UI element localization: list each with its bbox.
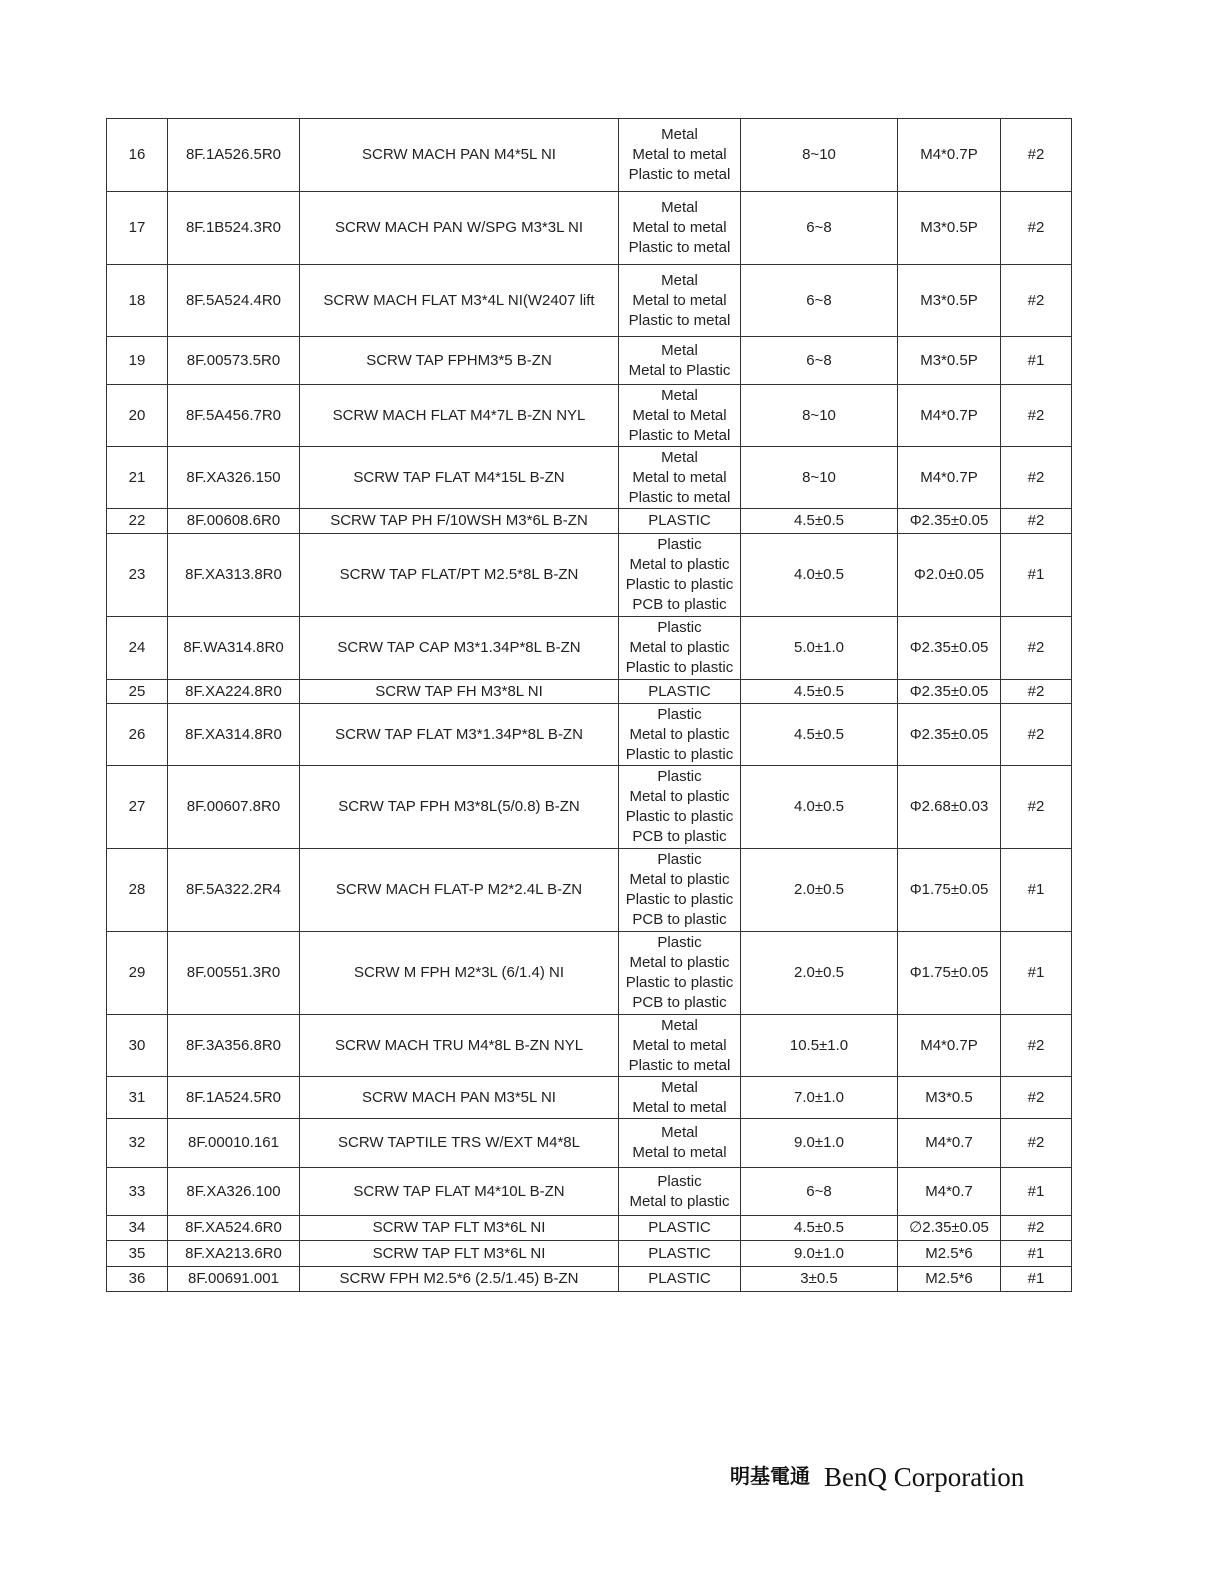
part-number-cell: 8F.00573.5R0 [168,337,300,385]
table-row [107,849,1072,932]
thread-spec-cell: Φ2.35±0.05 [898,680,1001,704]
driver-bit-cell: #2 [1001,617,1072,680]
material-line: Metal [661,1016,698,1034]
driver-bit-cell: #2 [1001,1119,1072,1168]
item-number-cell: 26 [107,704,168,766]
table-row [107,337,1072,385]
material-line: Metal to metal [632,219,727,236]
material-line: Plastic to metal [628,239,731,256]
material-cell [619,1077,741,1119]
thread-spec-cell: M2.5*6 [898,1241,1001,1267]
thread-spec-cell: ∅2.35±0.05 [898,1216,1001,1241]
item-number-cell: 17 [107,192,168,265]
material-line: PCB to plastic [632,911,727,928]
torque-cell: 3±0.5 [741,1267,898,1292]
thread-spec-cell: M4*0.7P [898,1015,1001,1077]
company-name: BenQ Corporation [824,1462,1025,1492]
material-cell [619,680,741,704]
driver-bit-cell: #2 [1001,704,1072,766]
description-cell: SCRW MACH FLAT-P M2*2.4L B-ZN [300,849,619,932]
table-row [107,385,1072,447]
table-row [107,447,1072,509]
driver-bit-cell: #1 [1001,1267,1072,1292]
material-cell [619,337,741,385]
description-cell: SCRW TAP CAP M3*1.34P*8L B-ZN [300,617,619,680]
table-row [107,932,1072,1015]
thread-spec-cell: M4*0.7P [898,447,1001,509]
torque-cell: 8~10 [741,447,898,509]
part-number-cell: 8F.1B524.3R0 [168,192,300,265]
material-line: Plastic [657,1172,702,1190]
description-cell: SCRW TAP FLT M3*6L NI [300,1216,619,1241]
thread-spec-cell: M3*0.5P [898,192,1001,265]
material-line: Plastic [657,934,702,951]
torque-cell: 4.0±0.5 [741,766,898,849]
material-line: Plastic [657,705,702,723]
item-number-cell: 30 [107,1015,168,1077]
material-line: Metal [661,271,698,289]
item-number-cell: 34 [107,1216,168,1241]
description-cell: SCRW TAP FLAT/PT M2.5*8L B-ZN [300,534,619,617]
driver-bit-cell: #2 [1001,119,1072,192]
material-line: Metal [661,1078,698,1096]
material-line: PLASTIC [648,1244,711,1262]
material-line: Plastic to metal [628,1056,731,1074]
part-number-cell: 8F.XA326.150 [168,447,300,509]
driver-bit-cell: #2 [1001,1015,1072,1077]
torque-cell: 2.0±0.5 [741,849,898,932]
material-line: Metal to metal [632,291,727,309]
material-line: Metal to metal [632,1144,727,1161]
material-cell [619,1119,741,1168]
description-cell: SCRW TAP FPHM3*5 B-ZN [300,337,619,385]
item-number-cell: 28 [107,849,168,932]
item-number-cell: 22 [107,509,168,534]
material-line: PLASTIC [648,1270,711,1287]
thread-spec-cell: Φ2.68±0.03 [898,766,1001,849]
material-line: Plastic to metal [628,488,731,506]
thread-spec-cell: M4*0.7 [898,1168,1001,1216]
material-line: Metal to plastic [629,639,730,656]
item-number-cell: 18 [107,265,168,337]
screw-spec-table [106,118,1072,1292]
driver-bit-cell: #1 [1001,337,1072,385]
material-line: Plastic [657,536,702,553]
item-number-cell: 31 [107,1077,168,1119]
material-line: Metal to plastic [629,788,730,805]
table-row [107,680,1072,704]
torque-cell: 9.0±1.0 [741,1119,898,1168]
description-cell: SCRW MACH PAN W/SPG M3*3L NI [300,192,619,265]
part-number-cell: 8F.1A526.5R0 [168,119,300,192]
thread-spec-cell: Φ2.35±0.05 [898,509,1001,534]
driver-bit-cell: #1 [1001,534,1072,617]
thread-spec-cell: M3*0.5 [898,1077,1001,1119]
torque-cell: 4.5±0.5 [741,509,898,534]
driver-bit-cell: #2 [1001,385,1072,447]
description-cell: SCRW MACH TRU M4*8L B-ZN NYL [300,1015,619,1077]
material-line: Plastic to plastic [625,974,734,991]
material-line: Metal to Plastic [628,361,731,379]
description-cell: SCRW TAPTILE TRS W/EXT M4*8L [300,1119,619,1168]
material-cell [619,192,741,265]
material-line: Metal [661,448,698,466]
driver-bit-cell: #2 [1001,1077,1072,1119]
material-line: Metal [661,1124,698,1141]
material-line: Metal to metal [632,1036,727,1054]
torque-cell: 2.0±0.5 [741,932,898,1015]
thread-spec-cell: Φ2.35±0.05 [898,704,1001,766]
driver-bit-cell: #2 [1001,447,1072,509]
description-cell: SCRW FPH M2.5*6 (2.5/1.45) B-ZN [300,1267,619,1292]
description-cell: SCRW MACH PAN M4*5L NI [300,119,619,192]
material-line: Plastic to plastic [625,576,734,593]
table-row [107,265,1072,337]
part-number-cell: 8F.00691.001 [168,1267,300,1292]
torque-cell: 4.5±0.5 [741,680,898,704]
material-cell [619,1241,741,1267]
torque-cell: 4.5±0.5 [741,704,898,766]
thread-spec-cell: M3*0.5P [898,337,1001,385]
part-number-cell: 8F.XA524.6R0 [168,1216,300,1241]
table-row [107,119,1072,192]
torque-cell: 8~10 [741,119,898,192]
item-number-cell: 27 [107,766,168,849]
material-line: Plastic to metal [628,311,731,329]
thread-spec-cell: M4*0.7P [898,385,1001,447]
material-line: PCB to plastic [632,596,727,613]
torque-cell: 9.0±1.0 [741,1241,898,1267]
material-line: Metal [661,386,698,404]
thread-spec-cell: Φ1.75±0.05 [898,932,1001,1015]
thread-spec-cell: Φ2.35±0.05 [898,617,1001,680]
table-row [107,1267,1072,1292]
part-number-cell: 8F.00010.161 [168,1119,300,1168]
material-cell [619,704,741,766]
description-cell: SCRW MACH FLAT M3*4L NI(W2407 lift [300,265,619,337]
part-number-cell: 8F.XA314.8R0 [168,704,300,766]
description-cell: SCRW TAP FLAT M3*1.34P*8L B-ZN [300,704,619,766]
material-cell [619,1267,741,1292]
material-line: Plastic [657,851,702,868]
item-number-cell: 24 [107,617,168,680]
material-cell [619,849,741,932]
material-line: PLASTIC [648,1219,711,1236]
driver-bit-cell: #2 [1001,509,1072,534]
thread-spec-cell: Φ1.75±0.05 [898,849,1001,932]
material-cell [619,447,741,509]
material-cell [619,766,741,849]
item-number-cell: 25 [107,680,168,704]
table-row [107,704,1072,766]
material-line: PLASTIC [648,512,711,529]
driver-bit-cell: #1 [1001,1241,1072,1267]
part-number-cell: 8F.5A524.4R0 [168,265,300,337]
torque-cell: 6~8 [741,1168,898,1216]
table-row [107,1077,1072,1119]
description-cell: SCRW TAP FLAT M4*15L B-ZN [300,447,619,509]
material-line: Metal to plastic [629,556,730,573]
material-line: Metal [661,341,698,359]
table-row [107,1241,1072,1267]
part-number-cell: 8F.3A356.8R0 [168,1015,300,1077]
material-line: Plastic to Metal [628,426,731,444]
item-number-cell: 29 [107,932,168,1015]
torque-cell: 10.5±1.0 [741,1015,898,1077]
part-number-cell: 8F.5A456.7R0 [168,385,300,447]
item-number-cell: 16 [107,119,168,192]
torque-cell: 6~8 [741,337,898,385]
material-line: PCB to plastic [632,994,727,1011]
material-line: Plastic [657,768,702,785]
thread-spec-cell: M2.5*6 [898,1267,1001,1292]
description-cell: SCRW TAP PH F/10WSH M3*6L B-ZN [300,509,619,534]
part-number-cell: 8F.XA313.8R0 [168,534,300,617]
material-cell [619,1216,741,1241]
torque-cell: 8~10 [741,385,898,447]
material-cell [619,265,741,337]
thread-spec-cell: M3*0.5P [898,265,1001,337]
description-cell: SCRW TAP FLAT M4*10L B-ZN [300,1168,619,1216]
description-cell: SCRW TAP FPH M3*8L(5/0.8) B-ZN [300,766,619,849]
material-line: Metal to Metal [632,406,727,424]
part-number-cell: 8F.00608.6R0 [168,509,300,534]
torque-cell: 4.5±0.5 [741,1216,898,1241]
material-line: Plastic to plastic [625,808,734,825]
table-row [107,1168,1072,1216]
description-cell: SCRW TAP FH M3*8L NI [300,680,619,704]
driver-bit-cell: #2 [1001,766,1072,849]
table-row [107,766,1072,849]
material-line: Plastic to plastic [625,659,734,676]
thread-spec-cell: M4*0.7P [898,119,1001,192]
part-number-cell: 8F.XA213.6R0 [168,1241,300,1267]
material-line: Plastic to plastic [625,745,734,763]
part-number-cell: 8F.1A524.5R0 [168,1077,300,1119]
part-number-cell: 8F.5A322.2R4 [168,849,300,932]
material-line: Metal to plastic [629,954,730,971]
material-cell [619,617,741,680]
table-row [107,617,1072,680]
screw-table-body [107,119,1072,1292]
thread-spec-cell: M4*0.7 [898,1119,1001,1168]
material-line: Metal to metal [632,146,727,163]
description-cell: SCRW M FPH M2*3L (6/1.4) NI [300,932,619,1015]
driver-bit-cell: #1 [1001,1168,1072,1216]
table-row [107,534,1072,617]
company-cjk-name: 明基電通 [730,1464,810,1488]
item-number-cell: 20 [107,385,168,447]
part-number-cell: 8F.WA314.8R0 [168,617,300,680]
item-number-cell: 19 [107,337,168,385]
torque-cell: 6~8 [741,192,898,265]
torque-cell: 6~8 [741,265,898,337]
description-cell: SCRW MACH FLAT M4*7L B-ZN NYL [300,385,619,447]
footer-company [730,1462,1024,1493]
item-number-cell: 36 [107,1267,168,1292]
item-number-cell: 32 [107,1119,168,1168]
driver-bit-cell: #1 [1001,849,1072,932]
driver-bit-cell: #1 [1001,932,1072,1015]
material-line: Metal [661,126,698,143]
material-cell [619,1168,741,1216]
material-line: Plastic to plastic [625,891,734,908]
material-cell [619,509,741,534]
table-row [107,1216,1072,1241]
torque-cell: 7.0±1.0 [741,1077,898,1119]
part-number-cell: 8F.00607.8R0 [168,766,300,849]
material-cell [619,534,741,617]
table-row [107,509,1072,534]
material-line: Metal to metal [632,468,727,486]
item-number-cell: 23 [107,534,168,617]
material-line: Metal to plastic [629,871,730,888]
material-line: Metal to plastic [629,1192,730,1210]
material-line: Plastic to metal [628,166,731,183]
description-cell: SCRW TAP FLT M3*6L NI [300,1241,619,1267]
driver-bit-cell: #2 [1001,680,1072,704]
item-number-cell: 35 [107,1241,168,1267]
torque-cell: 4.0±0.5 [741,534,898,617]
material-line: Metal to plastic [629,725,730,743]
material-cell [619,932,741,1015]
torque-cell: 5.0±1.0 [741,617,898,680]
table-row [107,192,1072,265]
driver-bit-cell: #2 [1001,265,1072,337]
driver-bit-cell: #2 [1001,1216,1072,1241]
material-cell [619,385,741,447]
material-line: Plastic [657,619,702,636]
description-cell: SCRW MACH PAN M3*5L NI [300,1077,619,1119]
material-cell [619,1015,741,1077]
material-cell [619,119,741,192]
table-row [107,1119,1072,1168]
part-number-cell: 8F.XA224.8R0 [168,680,300,704]
material-line: PLASTIC [648,682,711,700]
item-number-cell: 33 [107,1168,168,1216]
material-line: PCB to plastic [632,828,727,845]
part-number-cell: 8F.00551.3R0 [168,932,300,1015]
part-number-cell: 8F.XA326.100 [168,1168,300,1216]
material-line: Metal to metal [632,1098,727,1116]
table-row [107,1015,1072,1077]
driver-bit-cell: #2 [1001,192,1072,265]
material-line: Metal [661,199,698,216]
thread-spec-cell: Φ2.0±0.05 [898,534,1001,617]
item-number-cell: 21 [107,447,168,509]
